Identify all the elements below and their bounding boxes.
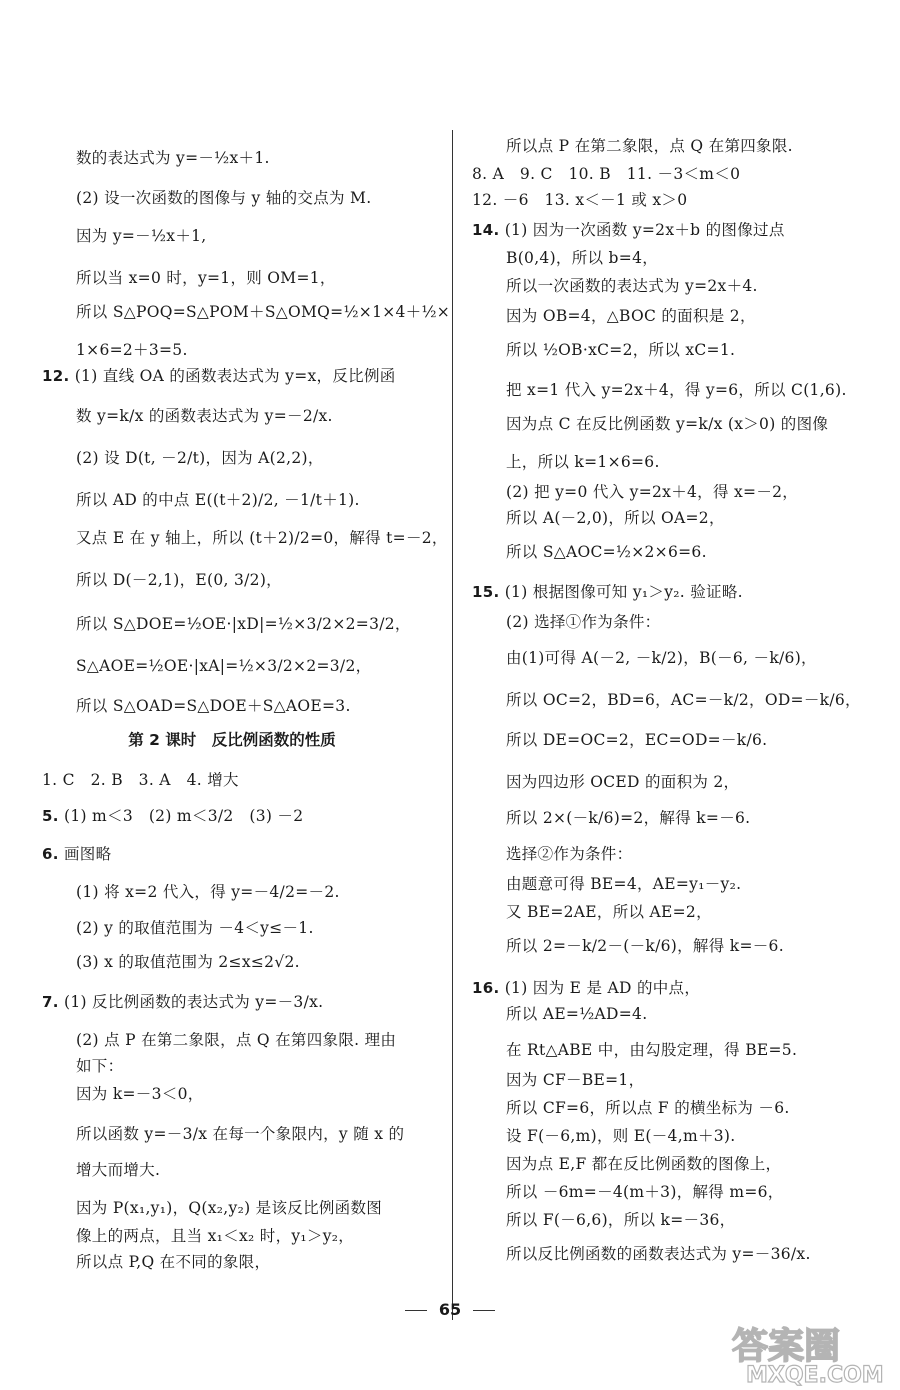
right-line: 所以 OC=2，BD=6，AC=－k/2，OD=－k/6， <box>506 691 861 709</box>
left-line: (3) x 的取值范围为 2≤x≤2√2. <box>76 953 300 971</box>
question-number: 6. <box>42 845 59 863</box>
question-number: 15. <box>472 583 500 601</box>
right-line: (2) 把 y=0 代入 y=2x＋4，得 x=－2， <box>506 483 799 501</box>
right-line: 所以 S△AOC=½×2×6=6. <box>506 543 707 561</box>
right-line: 因为点 E,F 都在反比例函数的图像上， <box>506 1155 782 1173</box>
right-line: 所以 DE=OC=2，EC=OD=－k/6. <box>506 731 768 749</box>
left-line: 所以 AD 的中点 E((t＋2)/2, －1/t＋1). <box>76 491 360 509</box>
answer-text: (1) 因为一次函数 y=2x＋b 的图像过点 <box>499 221 785 239</box>
right-line: 所以 －6m=－4(m＋3)，解得 m=6， <box>506 1183 784 1201</box>
right-line <box>472 976 700 998</box>
left-line: 所以点 P,Q 在不同的象限， <box>76 1253 271 1271</box>
right-line: 设 F(－6,m)，则 E(－4,m＋3). <box>506 1127 736 1145</box>
right-line: 因为 OB=4，△BOC 的面积是 2， <box>506 307 756 325</box>
answer-text: 画图略 <box>58 845 112 863</box>
answer-text: (1) m＜3 (2) m＜3/2 (3) －2 <box>58 807 304 825</box>
question-number: 12. <box>42 367 70 385</box>
left-line: 所以 D(－2,1)，E(0, 3/2)， <box>76 571 282 589</box>
left-line <box>42 364 396 386</box>
right-line: 12. －6 13. x＜－1 或 x＞0 <box>472 191 688 209</box>
left-line: 所以函数 y=－3/x 在每一个象限内，y 随 x 的 <box>76 1125 405 1143</box>
right-line: 所以 F(－6,6)，所以 k=－36， <box>506 1211 736 1229</box>
watermark-text-main: 答案圈 <box>732 1326 841 1367</box>
left-line: 像上的两点，且当 x₁＜x₂ 时，y₁＞y₂， <box>76 1227 355 1245</box>
watermark-logo <box>728 1318 888 1386</box>
question-number: 16. <box>472 979 500 997</box>
right-line: 8. A 9. C 10. B 11. －3＜m＜0 <box>472 165 741 183</box>
left-line <box>42 842 111 864</box>
left-line: S△AOE=½OE·|xA|=½×3/2×2=3/2， <box>76 657 372 675</box>
right-line: 因为四边形 OCED 的面积为 2， <box>506 773 740 791</box>
page-number: 65 <box>0 1300 900 1319</box>
left-line: (2) y 的取值范围为 －4＜y≤－1. <box>76 919 314 937</box>
answer-text: (1) 因为 E 是 AD 的中点， <box>499 979 701 997</box>
section-heading: 第 2 课时 反比例函数的性质 <box>128 731 336 749</box>
left-line: 数 y=k/x 的函数表达式为 y=－2/x. <box>76 407 333 425</box>
watermark-text-url: MXQE.COM <box>746 1363 884 1386</box>
right-line: 因为 CF－BE=1， <box>506 1071 645 1089</box>
left-line: 又点 E 在 y 轴上，所以 (t＋2)/2=0，解得 t=－2， <box>76 529 448 547</box>
left-line: 所以 S△DOE=½OE·|xD|=½×3/2×2=3/2， <box>76 615 411 633</box>
left-line: 因为 y=－½x＋1, <box>76 227 207 245</box>
right-line: B(0,4)，所以 b=4， <box>506 249 659 267</box>
right-line: 由题意可得 BE=4，AE=y₁－y₂. <box>506 875 742 893</box>
left-line: (2) 设 D(t, －2/t)，因为 A(2,2)， <box>76 449 324 467</box>
right-line: 又 BE=2AE，所以 AE=2， <box>506 903 712 921</box>
left-line <box>42 990 323 1012</box>
right-line: 所以 AE=½AD=4. <box>506 1005 648 1023</box>
question-number: 7. <box>42 993 59 1011</box>
right-line <box>472 580 743 602</box>
left-line: 所以 S△POQ=S△POM＋S△OMQ=½×1×4＋½× <box>76 303 451 321</box>
right-line: 上，所以 k=1×6=6. <box>506 453 660 471</box>
left-line: (2) 设一次函数的图像与 y 轴的交点为 M. <box>76 189 372 207</box>
right-line: (2) 选择①作为条件： <box>506 613 661 631</box>
left-line: 1. C 2. B 3. A 4. 增大 <box>42 771 239 789</box>
answer-text: (1) 根据图像可知 y₁＞y₂. 验证略. <box>499 583 743 601</box>
left-line: 1×6=2＋3=5. <box>76 341 188 359</box>
right-line: 在 Rt△ABE 中，由勾股定理，得 BE=5. <box>506 1041 798 1059</box>
left-line: 因为 P(x₁,y₁)，Q(x₂,y₂) 是该反比例函数图 <box>76 1199 383 1217</box>
right-line: 所以 CF=6，所以点 F 的横坐标为 －6. <box>506 1099 790 1117</box>
left-line: (1) 将 x=2 代入，得 y=－4/2=－2. <box>76 883 340 901</box>
right-line: 选择②作为条件： <box>506 845 633 863</box>
left-line: 所以 S△OAD=S△DOE＋S△AOE=3. <box>76 697 351 715</box>
left-line: 因为 k=－3＜0， <box>76 1085 204 1103</box>
right-line: 所以反比例函数的函数表达式为 y=－36/x. <box>506 1245 811 1263</box>
right-line: 由(1)可得 A(－2, －k/2)，B(－6, －k/6)， <box>506 649 817 667</box>
right-line <box>472 218 785 240</box>
right-line: 把 x=1 代入 y=2x＋4，得 y=6，所以 C(1,6). <box>506 381 847 399</box>
answer-text: (1) 反比例函数的表达式为 y=－3/x. <box>58 993 324 1011</box>
right-line: 所以 A(－2,0)，所以 OA=2， <box>506 509 725 527</box>
question-number: 14. <box>472 221 500 239</box>
left-line: 如下： <box>76 1057 124 1075</box>
right-line: 所以 2=－k/2－(－k/6)，解得 k=－6. <box>506 937 784 955</box>
question-number: 5. <box>42 807 59 825</box>
right-line: 所以 2×(－k/6)=2，解得 k=－6. <box>506 809 751 827</box>
left-line <box>42 804 303 826</box>
right-line: 所以一次函数的表达式为 y=2x＋4. <box>506 277 758 295</box>
right-line: 所以 ½OB·xC=2，所以 xC=1. <box>506 341 736 359</box>
right-line: 因为点 C 在反比例函数 y=k/x (x＞0) 的图像 <box>506 415 829 433</box>
left-line: 数的表达式为 y=－½x＋1. <box>76 149 270 167</box>
column-divider <box>452 130 453 1320</box>
right-line: 所以点 P 在第二象限，点 Q 在第四象限. <box>506 137 793 155</box>
answer-text: (1) 直线 OA 的函数表达式为 y=x，反比例函 <box>69 367 396 385</box>
left-line: (2) 点 P 在第二象限，点 Q 在第四象限. 理由 <box>76 1031 397 1049</box>
left-line: 增大而增大. <box>76 1161 161 1179</box>
left-line: 所以当 x=0 时，y=1，则 OM=1， <box>76 269 336 287</box>
